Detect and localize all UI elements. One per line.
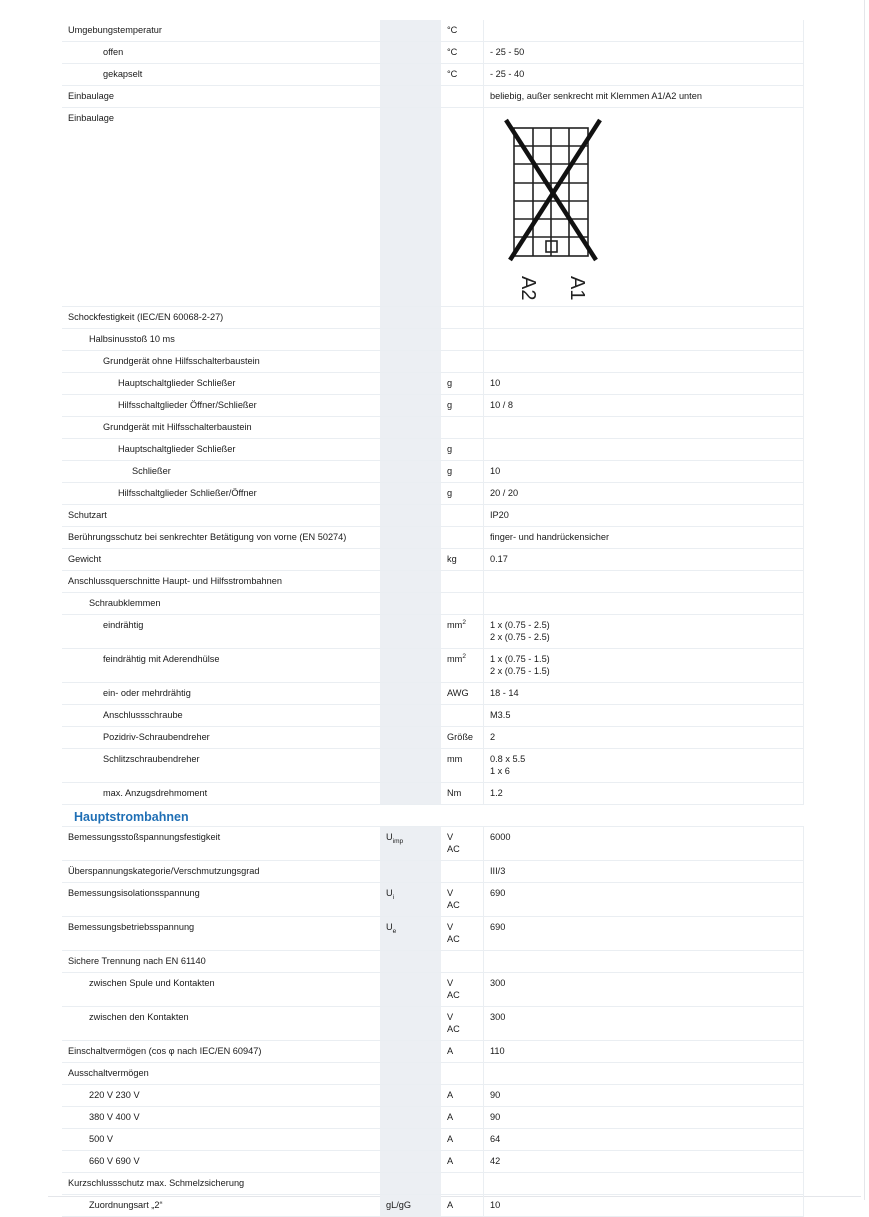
table-row (62, 439, 804, 461)
row-value (484, 439, 804, 461)
row-label: max. Anzugsdrehmoment (62, 783, 380, 805)
row-unit: g (441, 373, 484, 395)
row-label: Hauptschaltglieder Schließer (62, 439, 380, 461)
row-symbol (380, 783, 441, 805)
row-symbol (380, 307, 441, 329)
row-label: Umgebungstemperatur (62, 20, 380, 42)
row-unit (441, 705, 484, 727)
row-value (484, 1063, 804, 1085)
symbol-text: U (386, 888, 393, 898)
row-value: 42 (484, 1151, 804, 1173)
row-label: Schließer (62, 461, 380, 483)
row-symbol (380, 727, 441, 749)
row-label: Gewicht (62, 549, 380, 571)
row-unit (441, 615, 484, 649)
row-label: Einbaulage (62, 108, 380, 307)
row-unit: A (441, 1041, 484, 1063)
row-symbol (380, 329, 441, 351)
table-row (62, 705, 804, 727)
row-symbol (380, 1173, 441, 1195)
mounting-position-diagram (498, 114, 608, 300)
unit-line: AC (447, 990, 460, 1000)
table-row (62, 683, 804, 705)
unit-line: V (447, 922, 454, 932)
symbol-text: U (386, 922, 393, 932)
row-label: 500 V (62, 1129, 380, 1151)
row-unit (441, 1007, 484, 1041)
table-row (62, 42, 804, 64)
row-symbol (380, 951, 441, 973)
table-row (62, 951, 804, 973)
row-unit: Nm (441, 783, 484, 805)
unit-line: AC (447, 844, 460, 854)
row-symbol (380, 351, 441, 373)
table-row (62, 461, 804, 483)
unit-text: mm (447, 654, 463, 664)
row-label: Einbaulage (62, 86, 380, 108)
row-label: gekapselt (62, 64, 380, 86)
table-row (62, 1151, 804, 1173)
table-row (62, 571, 804, 593)
row-unit: Größe (441, 727, 484, 749)
row-value: - 25 - 40 (484, 64, 804, 86)
row-value: 300 (484, 973, 804, 1007)
row-value (484, 593, 804, 615)
row-value (484, 20, 804, 42)
table-row (62, 861, 804, 883)
row-symbol (380, 417, 441, 439)
row-symbol (380, 1107, 441, 1129)
row-label: Grundgerät mit Hilfsschalterbaustein (62, 417, 380, 439)
unit-line: V (447, 832, 454, 842)
row-symbol (380, 1151, 441, 1173)
table-row (62, 373, 804, 395)
row-unit: °C (441, 64, 484, 86)
row-label: Anschlussquerschnitte Haupt- und Hilfsstrombahnen (62, 571, 380, 593)
row-label: Schlitzschraubendreher (62, 749, 380, 783)
unit-line: AC (447, 1024, 460, 1034)
row-symbol (380, 827, 441, 861)
row-unit (441, 917, 484, 951)
row-unit: A (441, 1085, 484, 1107)
spec-table (62, 20, 804, 1217)
row-label: Einschaltvermögen (cos φ nach IEC/EN 60947) (62, 1041, 380, 1063)
row-label: Hilfsschaltglieder Schließer/Öffner (62, 483, 380, 505)
unit-superscript: 2 (462, 618, 466, 626)
row-symbol (380, 883, 441, 917)
row-unit (441, 505, 484, 527)
row-value: 90 (484, 1107, 804, 1129)
row-label: Kurzschlussschutz max. Schmelzsicherung (62, 1173, 380, 1195)
row-label: Anschlussschraube (62, 705, 380, 727)
row-unit (441, 861, 484, 883)
row-label: Berührungsschutz bei senkrechter Betätigung von vorne (EN 50274) (62, 527, 380, 549)
row-symbol (380, 20, 441, 42)
row-unit: AWG (441, 683, 484, 705)
row-value: 18 - 14 (484, 683, 804, 705)
unit-line: AC (447, 900, 460, 910)
row-unit (441, 527, 484, 549)
row-unit: mm (441, 749, 484, 783)
row-label: Schockfestigkeit (IEC/EN 60068-2-27) (62, 307, 380, 329)
unit-line: AC (447, 934, 460, 944)
row-unit (441, 108, 484, 307)
row-value: 690 (484, 883, 804, 917)
value-line: 1 x (0.75 - 2.5) (490, 620, 550, 630)
table-row (62, 527, 804, 549)
row-symbol (380, 483, 441, 505)
row-unit: g (441, 461, 484, 483)
table-row (62, 395, 804, 417)
row-symbol (380, 705, 441, 727)
table-row (62, 1173, 804, 1195)
row-value: finger- und handrückensicher (484, 527, 804, 549)
symbol-text: U (386, 832, 393, 842)
row-value (484, 749, 804, 783)
row-unit: A (441, 1129, 484, 1151)
row-value: 90 (484, 1085, 804, 1107)
row-label: 660 V 690 V (62, 1151, 380, 1173)
row-symbol (380, 527, 441, 549)
row-label: Halbsinusstoß 10 ms (62, 329, 380, 351)
table-row (62, 417, 804, 439)
table-row (62, 505, 804, 527)
row-unit (441, 827, 484, 861)
row-label: zwischen den Kontakten (62, 1007, 380, 1041)
section-heading (62, 805, 804, 827)
row-symbol (380, 1085, 441, 1107)
row-unit (441, 1063, 484, 1085)
row-unit (441, 649, 484, 683)
row-label: Überspannungskategorie/Verschmutzungsgrad (62, 861, 380, 883)
row-value: 1.2 (484, 783, 804, 805)
section-title: Hauptstrombahnen (74, 810, 189, 824)
row-value: IP20 (484, 505, 804, 527)
row-value: M3.5 (484, 705, 804, 727)
row-unit: A (441, 1107, 484, 1129)
row-symbol (380, 571, 441, 593)
row-value (484, 329, 804, 351)
table-row (62, 649, 804, 683)
table-row (62, 108, 804, 307)
row-label: zwischen Spule und Kontakten (62, 973, 380, 1007)
row-value: 300 (484, 1007, 804, 1041)
row-label: feindrähtig mit Aderendhülse (62, 649, 380, 683)
row-value: 690 (484, 917, 804, 951)
value-line: 1 x (0.75 - 1.5) (490, 654, 550, 664)
row-symbol (380, 439, 441, 461)
row-symbol (380, 549, 441, 571)
row-label: 220 V 230 V (62, 1085, 380, 1107)
row-symbol (380, 1063, 441, 1085)
row-label: offen (62, 42, 380, 64)
row-unit: A (441, 1195, 484, 1217)
row-label: Grundgerät ohne Hilfsschalterbaustein (62, 351, 380, 373)
table-row (62, 883, 804, 917)
row-symbol (380, 86, 441, 108)
row-value (484, 571, 804, 593)
table-row (62, 615, 804, 649)
row-value: 10 (484, 373, 804, 395)
table-row (62, 351, 804, 373)
row-symbol (380, 395, 441, 417)
row-unit: g (441, 483, 484, 505)
row-label: ein- oder mehrdrähtig (62, 683, 380, 705)
row-value (484, 307, 804, 329)
row-unit (441, 883, 484, 917)
row-symbol (380, 64, 441, 86)
table-row (62, 1041, 804, 1063)
row-label: Hilfsschaltglieder Öffner/Schließer (62, 395, 380, 417)
row-unit (441, 1173, 484, 1195)
table-row (62, 1007, 804, 1041)
row-symbol (380, 373, 441, 395)
value-line: 2 x (0.75 - 1.5) (490, 666, 550, 676)
row-label: Hauptschaltglieder Schließer (62, 373, 380, 395)
table-row (62, 20, 804, 42)
row-value: - 25 - 50 (484, 42, 804, 64)
row-symbol: gL/gG (380, 1195, 441, 1217)
page-right-border (864, 0, 865, 1200)
row-label: eindrähtig (62, 615, 380, 649)
table-row (62, 917, 804, 951)
symbol-subscript: i (392, 893, 395, 901)
symbol-subscript: e (392, 927, 397, 935)
row-symbol (380, 1129, 441, 1151)
row-value (484, 417, 804, 439)
table-row (62, 749, 804, 783)
row-symbol (380, 42, 441, 64)
terminal-label-a1: A1 (566, 276, 588, 300)
row-unit: g (441, 439, 484, 461)
row-value: 64 (484, 1129, 804, 1151)
row-value (484, 1173, 804, 1195)
table-row (62, 483, 804, 505)
value-line: 0.8 x 5.5 (490, 754, 526, 764)
row-symbol (380, 861, 441, 883)
unit-line: V (447, 978, 454, 988)
row-value: 10 (484, 1195, 804, 1217)
row-unit: g (441, 395, 484, 417)
table-row (62, 307, 804, 329)
row-unit (441, 86, 484, 108)
row-label: Bemessungsstoßspannungsfestigkeit (62, 827, 380, 861)
row-unit: °C (441, 20, 484, 42)
table-row (62, 593, 804, 615)
row-value (484, 108, 804, 307)
row-value (484, 615, 804, 649)
row-value: 2 (484, 727, 804, 749)
row-value: III/3 (484, 861, 804, 883)
row-symbol (380, 461, 441, 483)
row-value: 110 (484, 1041, 804, 1063)
table-row (62, 549, 804, 571)
value-line: 2 x (0.75 - 2.5) (490, 632, 550, 642)
row-symbol (380, 593, 441, 615)
unit-line: V (447, 888, 454, 898)
row-symbol (380, 1007, 441, 1041)
row-symbol (380, 683, 441, 705)
unit-superscript: 2 (462, 652, 466, 660)
row-value: 6000 (484, 827, 804, 861)
row-value (484, 351, 804, 373)
table-row (62, 1085, 804, 1107)
row-symbol (380, 505, 441, 527)
row-symbol (380, 1041, 441, 1063)
terminal-label-a2: A2 (517, 276, 539, 300)
table-row (62, 973, 804, 1007)
table-row (62, 64, 804, 86)
table-row (62, 1063, 804, 1085)
row-label: Bemessungsisolationsspannung (62, 883, 380, 917)
row-value: 10 (484, 461, 804, 483)
row-value (484, 649, 804, 683)
row-unit (441, 351, 484, 373)
table-row (62, 827, 804, 861)
row-unit: kg (441, 549, 484, 571)
row-symbol (380, 973, 441, 1007)
row-label: 380 V 400 V (62, 1107, 380, 1129)
row-unit (441, 973, 484, 1007)
row-value: 20 / 20 (484, 483, 804, 505)
row-unit: °C (441, 42, 484, 64)
row-symbol (380, 649, 441, 683)
table-row (62, 1195, 804, 1217)
row-label: Schutzart (62, 505, 380, 527)
row-symbol (380, 615, 441, 649)
table-row (62, 727, 804, 749)
row-value: 10 / 8 (484, 395, 804, 417)
section-heading-row (62, 805, 804, 827)
value-line: 1 x 6 (490, 766, 510, 776)
table-row (62, 329, 804, 351)
table-row (62, 1129, 804, 1151)
row-label: Bemessungsbetriebsspannung (62, 917, 380, 951)
row-unit (441, 571, 484, 593)
row-label: Zuordnungsart „2“ (62, 1195, 380, 1217)
unit-text: mm (447, 620, 463, 630)
cross-out-mark (506, 120, 600, 260)
row-label: Ausschaltvermögen (62, 1063, 380, 1085)
row-label: Schraubklemmen (62, 593, 380, 615)
table-row (62, 86, 804, 108)
row-value: beliebig, außer senkrecht mit Klemmen A1/A2 unten (484, 86, 804, 108)
row-unit (441, 417, 484, 439)
row-value (484, 951, 804, 973)
row-value: 0.17 (484, 549, 804, 571)
row-symbol (380, 749, 441, 783)
row-unit: A (441, 1151, 484, 1173)
row-unit (441, 951, 484, 973)
row-label: Pozidriv-Schraubendreher (62, 727, 380, 749)
symbol-subscript: imp (392, 837, 404, 845)
row-unit (441, 593, 484, 615)
row-symbol (380, 108, 441, 307)
unit-line: V (447, 1012, 454, 1022)
row-symbol (380, 917, 441, 951)
table-row (62, 783, 804, 805)
table-row (62, 1107, 804, 1129)
row-label: Sichere Trennung nach EN 61140 (62, 951, 380, 973)
row-unit (441, 329, 484, 351)
row-unit (441, 307, 484, 329)
